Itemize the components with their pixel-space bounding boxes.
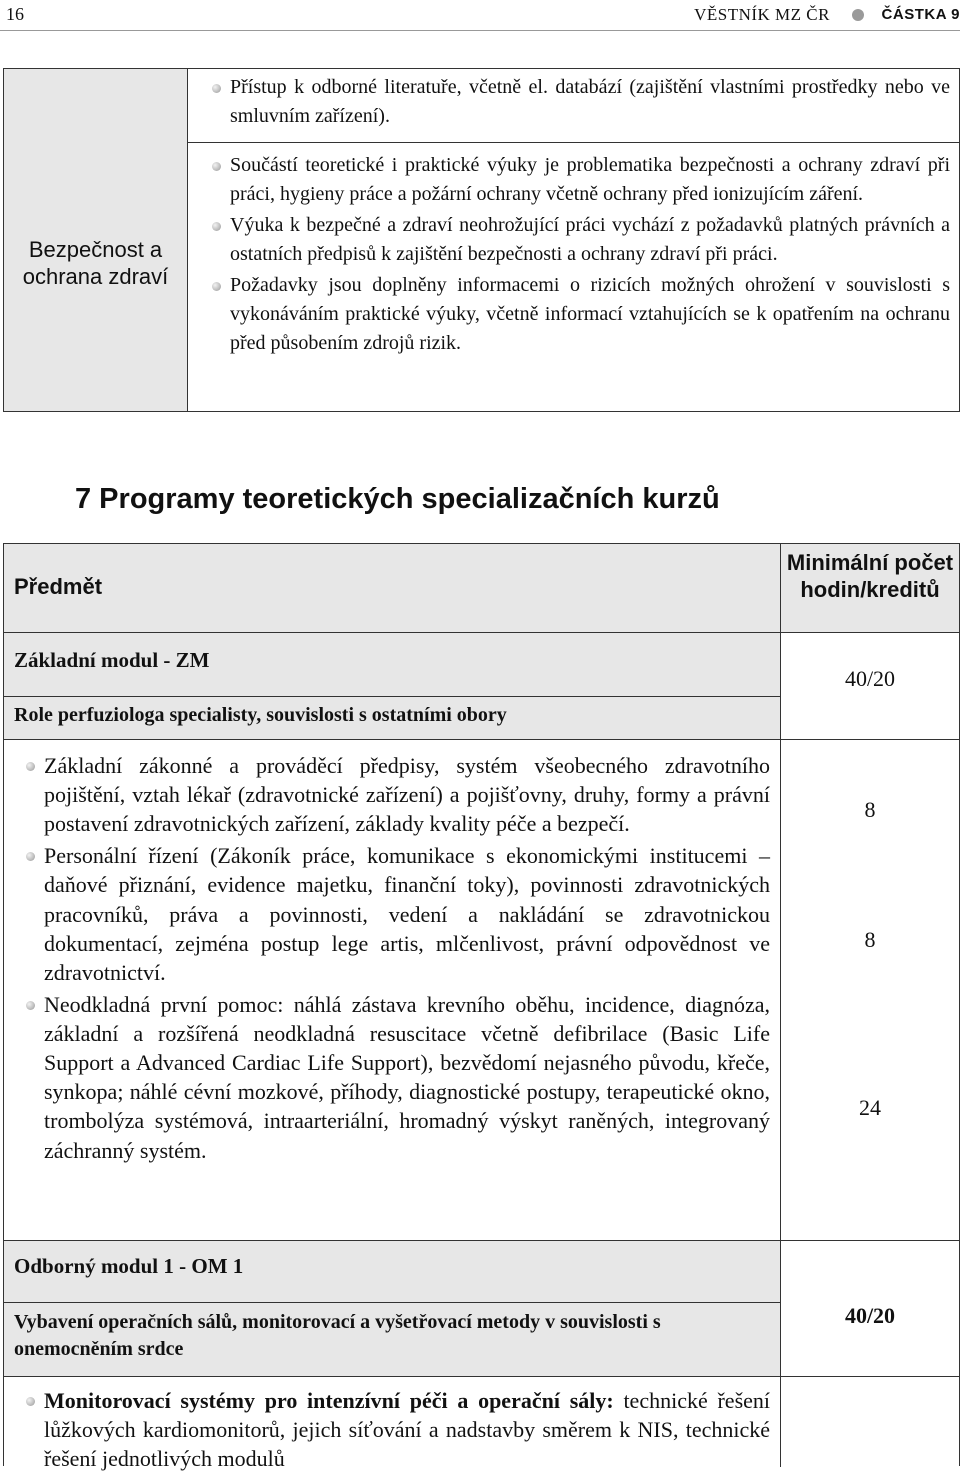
topic-hours-column bbox=[781, 740, 959, 1241]
list-item: Výuka k bezpečné a zdraví neohrožující práci vychází z požadavků platných právních a ostatních předpisů k zajištění bezpečnosti a ochrany zdraví při práci. bbox=[208, 211, 950, 269]
list-item bbox=[22, 1386, 770, 1474]
column-header-hours: Minimální počet hodin/kreditů bbox=[781, 544, 959, 633]
topic-hours: 8 bbox=[864, 797, 876, 822]
topic-text: technické řešení lůžkových kardiomonitorů, jejich síťování a nadstavby směrem k NIS, technické řešení jednotlivých modulů bbox=[44, 1388, 771, 1472]
safety-label: Bezpečnost a ochrana zdraví bbox=[22, 237, 169, 289]
module-topics-list bbox=[22, 751, 770, 1167]
safety-label-cell bbox=[4, 69, 188, 411]
page-header bbox=[0, 0, 960, 31]
module-hours: 40/20 bbox=[781, 1241, 959, 1377]
part-label: ČÁSTKA 9 bbox=[881, 6, 960, 23]
column-header-subject: Předmět bbox=[4, 544, 781, 633]
module-title: Základní modul - ZM bbox=[4, 633, 781, 697]
module-content bbox=[4, 740, 781, 1241]
journal-title: VĚSTNÍK MZ ČR bbox=[694, 5, 830, 24]
list-item: Přístup k odborné literatuře, včetně el. databází (zajištění vlastními prostředky nebo ve smluvním zařízení). bbox=[208, 73, 950, 131]
safety-row-literature bbox=[188, 69, 959, 143]
list-item: Požadavky jsou doplněny informacemi o rizicích možných ohrožení v souvislosti s vykonáváním praktické výuky, včetně informací vztahujících se k opatřením na ochranu před působením zdrojů rizik. bbox=[208, 271, 950, 358]
topic-hours: 24 bbox=[859, 1095, 881, 1120]
course-table bbox=[3, 543, 960, 1472]
module-subtitle: Vybavení operačních sálů, monitorovací a vyšetřovací metody v souvislosti s onemocněním srdce bbox=[4, 1303, 781, 1377]
topic-heading: Monitorovací systémy pro intenzívní péči a operační sály: bbox=[44, 1388, 614, 1413]
list-item: Neodkladná první pomoc: náhlá zástava krevního oběhu, incidence, diagnóza, základní a rozšířená neodkladná resuscitace včetně defibrilace (Basic Life Support a Advanced Cardiac Life Support), bezvědomí nejasného původu, křeče, synkopa; náhlé cévní mozkové, příhody, diagnostické postupy, terapeutické okno, trombolýza systémová, intraarteriální, hromadný výskyt raněných, integrovaný záchranný systém. bbox=[22, 990, 770, 1165]
topic-hours: 8 bbox=[864, 927, 876, 952]
module-subtitle: Role perfuziologa specialisty, souvislosti s ostatními obory bbox=[4, 697, 781, 740]
module-topics-list bbox=[22, 1386, 770, 1474]
page-number: 16 bbox=[6, 4, 24, 24]
module-hours: 40/20 bbox=[781, 633, 959, 740]
list-item: Základní zákonné a prováděcí předpisy, systém všeobecného zdravotního pojištění, vztah lékař (zdravotnické zařízení) a pojišťovny, druhy, formy a právní postavení zdravotnických zařízení, základy kvality péče a bezpečí. bbox=[22, 751, 770, 839]
safety-list-2 bbox=[208, 151, 950, 360]
safety-row-rules bbox=[188, 143, 959, 411]
module-content bbox=[4, 1377, 781, 1472]
section-title: 7 Programy teoretických specializačních kurzů bbox=[75, 483, 720, 515]
list-item: Personální řízení (Zákoník práce, komunikace s ekonomickými institucemi – daňové přiznání, evidence majetku, finanční toky), povinnosti zdravotnických pracovníků, práva a povinnosti, vedení a nakládání se zdravotnickou dokumentací, zejména postup lege artis, mlčenlivost, právní odpovědnost ve zdravotnictví. bbox=[22, 841, 770, 987]
list-item: Součástí teoretické i praktické výuky je problematika bezpečnosti a ochrany zdraví při práci, hygieny práce a požární ochrany včetně ochrany před ionizujícím záření. bbox=[208, 151, 950, 209]
safety-list-1 bbox=[208, 73, 950, 133]
safety-table bbox=[3, 68, 960, 412]
bullet-dot-icon bbox=[852, 9, 864, 21]
module-title: Odborný modul 1 - OM 1 bbox=[4, 1241, 781, 1303]
